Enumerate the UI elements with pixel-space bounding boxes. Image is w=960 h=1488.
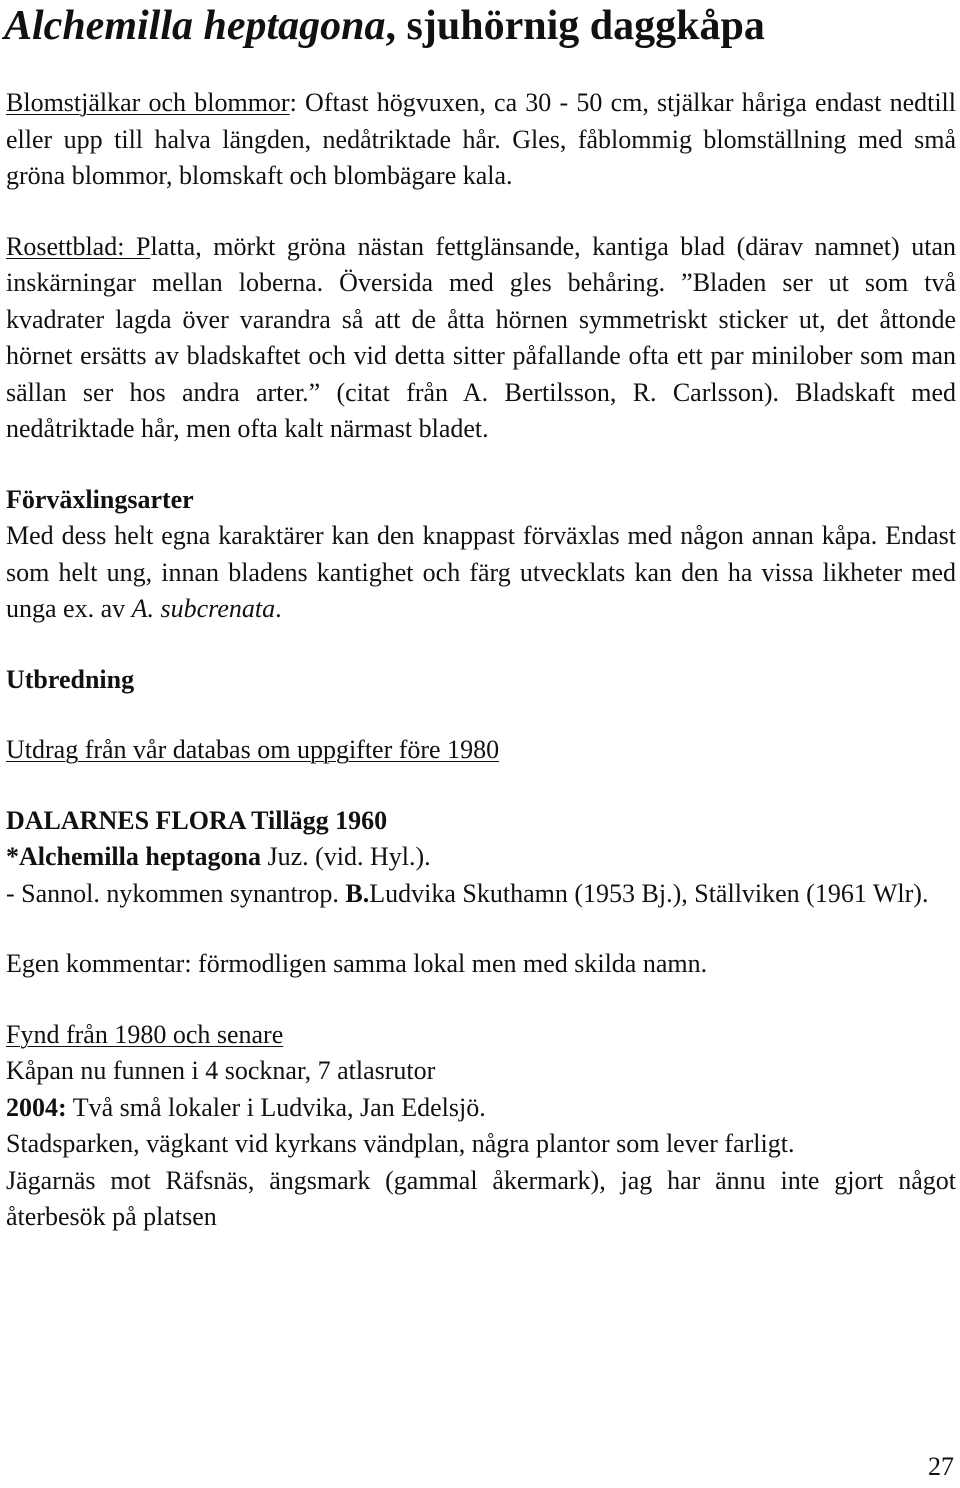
heading-forvaxlingsarter: Förväxlingsarter (6, 484, 194, 514)
spacer (6, 195, 956, 229)
flora-entry-author: Juz. (vid. Hyl.). (260, 842, 431, 871)
document-body (6, 85, 956, 1236)
label-blomstjalkar: Blomstjälkar och blommor (6, 88, 290, 117)
spacer (6, 983, 956, 1017)
own-comment: Egen kommentar: förmodligen samma lokal men med skilda namn. (6, 949, 708, 978)
paragraph-blomstjalkar (6, 85, 956, 195)
spacer (6, 448, 956, 482)
label-rosettblad: Rosettblad: P (6, 231, 151, 261)
text-blomstjalkar: : Oftast högvuxen, ca 30 - 50 cm, stjälkar håriga endast nedtill eller upp till halva längden, nedåtriktade hår. Gles, fåblommig blomställning med små gröna blommor, blomskaft och blombägare kala. (6, 88, 957, 190)
page-number: 27 (928, 1452, 954, 1481)
paragraph-forvaxlingsarter (6, 518, 956, 628)
flora-record-start: - Sannol. nykommen synantrop. (6, 878, 346, 908)
database-heading-text: Utdrag från vår databas om uppgifter före 1980 (6, 735, 500, 764)
year-text: Två små lokaler i Ludvika, Jan Edelsjö. (66, 1092, 486, 1122)
flora-record (6, 876, 956, 913)
page-title (4, 2, 765, 50)
text-rosettblad: latta, mörkt gröna nästan fettglänsande, kantiga blad (därav namnet) utan inskärningar mellan loberna. Översida med gles behåring. ”Bladen ser ut som två kvadrater lagda över varandra så att de åtta hörnen symmetriskt sticker ut, det åttonde hörnet ersätts av bladskaftet och vid detta sitter påfallande ofta ett par minilober som man sällan ser hos andra arter.” (citat från A. Bertilsson, R. Carlsson). Bladskaft med nedåtriktade hår, men ofta kalt närmast bladet. (6, 231, 956, 443)
flora-entry-species: *Alchemilla heptagona (6, 842, 261, 871)
flora-title: DALARNES FLORA Tillägg 1960 (6, 805, 388, 835)
spacer (6, 698, 956, 732)
fynd-year-2004 (6, 1090, 956, 1127)
species-abbr: A. (131, 594, 155, 623)
species-name: Alchemilla heptagona (4, 3, 386, 49)
text-forvaxlingsarter: Med dess helt egna karaktärer kan den knappast förväxlas med någon annan kåpa. Endast som helt ung, innan bladens kantighet och färg utvecklats kan den ha vissa likheter med unga ex. av (6, 521, 956, 623)
year-label: 2004: (6, 1092, 67, 1122)
common-name: , sjuhörnig daggkåpa (385, 3, 765, 49)
heading-database (6, 732, 956, 769)
species-epithet: subcrenata (160, 594, 276, 623)
fynd-site-jagarnas: Jägarnäs mot Räfsnäs, ängsmark (gammal åkermark), jag har ännu inte gjort något återbesök på platsen (6, 1165, 956, 1231)
heading-utbredning: Utbredning (6, 664, 135, 694)
sentence-end: . (275, 594, 282, 623)
flora-entry (6, 839, 956, 876)
spacer (6, 769, 956, 803)
fynd-summary: Kåpan nu funnen i 4 socknar, 7 atlasrutor (6, 1056, 436, 1085)
fynd-heading-text: Fynd från 1980 och senare (6, 1019, 284, 1049)
fynd-site-stadsparken: Stadsparken, vägkant vid kyrkans vändplan, några plantor som lever farligt. (6, 1129, 795, 1158)
flora-record-province: B. (345, 878, 370, 908)
paragraph-rosettblad (6, 229, 956, 448)
heading-fynd (6, 1017, 956, 1054)
flora-record-rest: Ludvika Skuthamn (1953 Bj.), Ställviken (1961 Wlr). (369, 878, 929, 908)
spacer (6, 628, 956, 662)
spacer (6, 912, 956, 946)
